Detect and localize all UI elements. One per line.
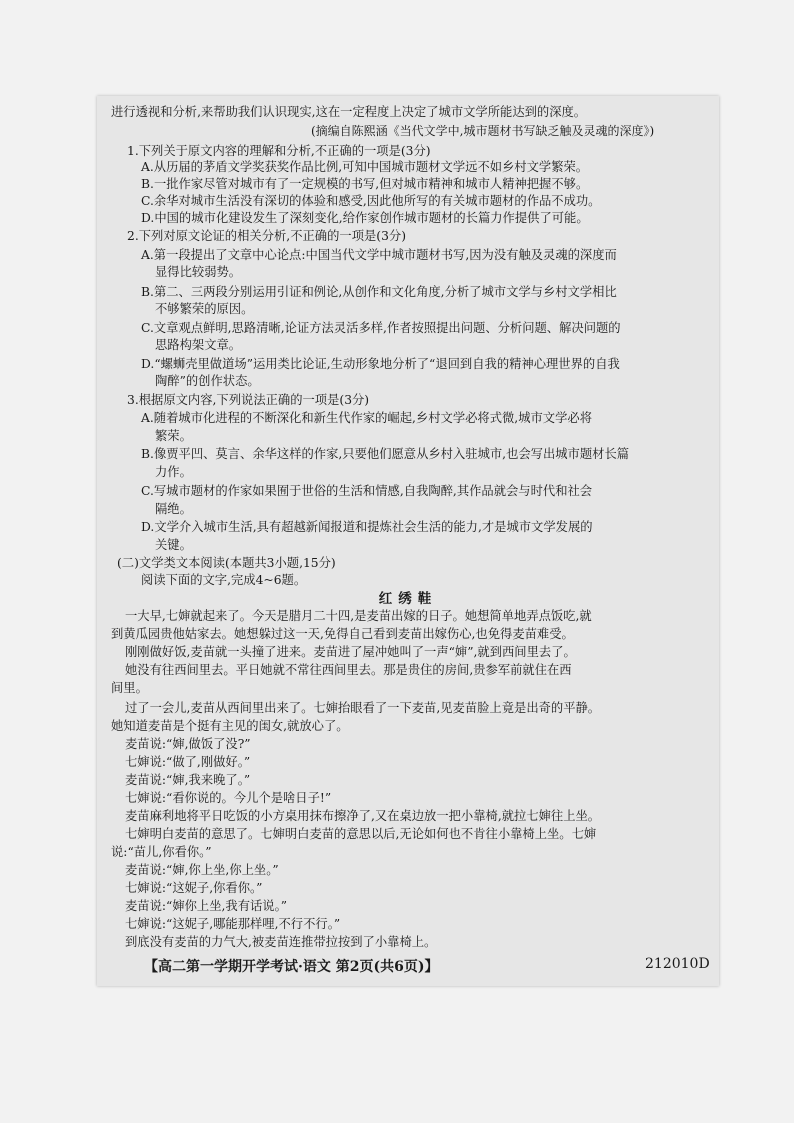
option-2c: C.文章观点鲜明,思路清晰,论证方法灵活多样,作者按照提出问题、分析问题、解决问题的: [141, 321, 621, 335]
paragraph-line: 刚刚做好饭,麦苗就一头撞了进来。麦苗进了屋冲她叫了一声“婶”,就到西间里去了。: [125, 645, 576, 659]
dialogue-line: 麦苗说:“婶,你上坐,你上坐。”: [125, 863, 279, 877]
paragraph-line: 她没有往西间里去。平日她就不常往西间里去。那是贵住的房间,贵参军前就住在西: [125, 663, 572, 677]
paragraph-line: 说:“苗儿,你看你。”: [111, 845, 212, 859]
section-instruction: 阅读下面的文字,完成4~6题。: [141, 573, 307, 587]
option-1a: A.从历届的茅盾文学奖获奖作品比例,可知中国城市题材文学远不如乡村文学繁荣。: [141, 160, 589, 174]
option-1d: D.中国的城市化建设发生了深刻变化,给作家创作城市题材的长篇力作提供了可能。: [141, 211, 589, 225]
paragraph-line: 间里。: [111, 681, 148, 695]
option-1c: C.余华对城市生活没有深切的体验和感受,因此他所写的有关城市题材的作品不成功。: [141, 194, 601, 208]
option-1b: B.一批作家尽管对城市有了一定规模的书写,但对城市精神和城市人精神把握不够。: [141, 177, 589, 191]
option-2a: A.第一段提出了文章中心论点:中国当代文学中城市题材书写,因为没有触及灵魂的深度而: [141, 248, 617, 262]
footer-exam-info: 【高二第一学期开学考试·语文 第2页(共6页)】: [144, 959, 439, 975]
option-3b: B.像贾平凹、莫言、余华这样的作家,只要他们愿意从乡村入驻城市,也会写出城市题材长篇: [141, 447, 630, 461]
page-text: [97, 96, 719, 986]
question-3: 3.根据原文内容,下列说法正确的一项是(3分): [127, 393, 370, 407]
question-1: 1.下列关于原文内容的理解和分析,不正确的一项是(3分): [127, 144, 431, 158]
dialogue-line: 麦苗说:“婶你上坐,我有话说。”: [125, 899, 288, 913]
text-line: 进行透视和分析,来帮助我们认识现实,这在一定程度上决定了城市文学所能达到的深度。: [111, 105, 587, 119]
option-3c-cont: 隔绝。: [155, 502, 192, 516]
footer-code: 212010D: [645, 956, 710, 972]
option-3a-cont: 繁荣。: [155, 429, 192, 443]
dialogue-line: 七婶说:“这妮子,你看你。”: [125, 881, 263, 895]
option-3d: D.文学介入城市生活,具有超越新闻报道和提炼社会生活的能力,才是城市文学发展的: [141, 520, 593, 534]
option-2d-cont: 陶醉”的创作状态。: [155, 374, 260, 388]
story-title: 红绣鞋: [378, 591, 438, 607]
exam-page: [97, 96, 719, 986]
paragraph-line: 到黄瓜园贵他姑家去。她想躲过这一天,免得自己看到麦苗出嫁伤心,也免得麦苗难受。: [111, 627, 574, 641]
dialogue-line: 七婶说:“做了,刚做好。”: [125, 755, 251, 769]
dialogue-line: 七婶说:“看你说的。今儿个是啥日子!”: [125, 791, 332, 805]
option-2b: B.第二、三两段分别运用引证和例论,从创作和文化角度,分析了城市文学与乡村文学相比: [141, 285, 617, 299]
dialogue-line: 七婶说:“这妮子,哪能那样哩,不行不行。”: [125, 917, 341, 931]
option-2c-cont: 思路构架文章。: [155, 338, 242, 352]
paragraph-line: 她知道麦苗是个挺有主见的闺女,就放心了。: [111, 719, 349, 733]
paragraph-line: 到底没有麦苗的力气大,被麦苗连推带拉按到了小靠椅上。: [125, 935, 437, 949]
option-2d: D.“螺蛳壳里做道场”运用类比论证,生动形象地分析了“退回到自我的精神心理世界的自我: [141, 357, 620, 371]
option-3d-cont: 关键。: [155, 538, 192, 552]
source-citation: (摘编自陈熙涵《当代文学中,城市题材书写缺乏触及灵魂的深度》): [311, 124, 655, 138]
option-2b-cont: 不够繁荣的原因。: [155, 302, 254, 316]
dialogue-line: 麦苗说:“婶,我来晚了。”: [125, 773, 251, 787]
dialogue-line: 麦苗说:“婶,做饭了没?”: [125, 737, 251, 751]
question-2: 2.下列对原文论证的相关分析,不正确的一项是(3分): [127, 229, 406, 243]
paragraph-line: 过了一会儿,麦苗从西间里出来了。七婶抬眼看了一下麦苗,见麦苗脸上竟是出奇的平静。: [125, 701, 601, 715]
paragraph-line: 麦苗麻利地将平日吃饭的小方桌用抹布擦净了,又在桌边放一把小靠椅,就拉七婶往上坐。: [125, 809, 601, 823]
option-3b-cont: 力作。: [155, 465, 192, 479]
option-3a: A.随着城市化进程的不断深化和新生代作家的崛起,乡村文学必将式微,城市文学必将: [141, 411, 592, 425]
option-3c: C.写城市题材的作家如果囿于世俗的生活和情感,自我陶醉,其作品就会与时代和社会: [141, 484, 593, 498]
paragraph-line: 七婶明白麦苗的意思了。七婶明白麦苗的意思以后,无论如何也不肯往小靠椅上坐。七婶: [125, 827, 597, 841]
paragraph-line: 一大早,七婶就起来了。今天是腊月二十四,是麦苗出嫁的日子。她想简单地弄点饭吃,就: [125, 609, 592, 623]
option-2a-cont: 显得比较弱势。: [155, 265, 242, 279]
section-heading: (二)文学类文本阅读(本题共3小题,15分): [117, 556, 336, 570]
